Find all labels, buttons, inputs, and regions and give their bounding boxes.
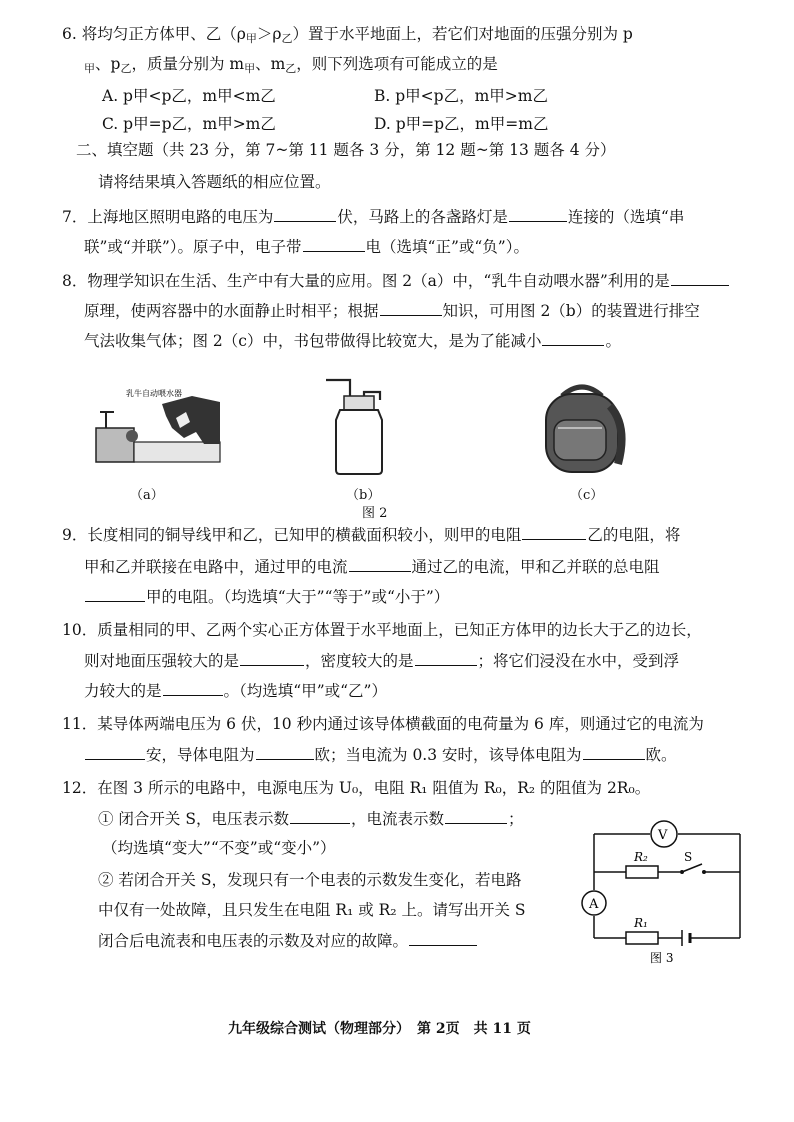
q11-line2: [84, 744, 677, 765]
q6-option-b: B. p甲<p乙，m甲>m乙: [374, 87, 548, 105]
answer-blank[interactable]: [409, 930, 477, 946]
figure-2-title: 图 2: [362, 506, 388, 521]
q6-text: 将均匀正方体甲、乙（ρ: [81, 25, 246, 43]
answer-blank[interactable]: [445, 808, 507, 824]
q6-line1: [62, 24, 633, 49]
backpack-pocket: [554, 420, 606, 460]
q10-text: 则对地面压强较大的是: [84, 652, 240, 670]
section-instruction: 请将结果填入答题纸的相应位置。: [98, 173, 331, 191]
answer-blank[interactable]: [163, 680, 223, 696]
backpack-figure: [532, 376, 632, 476]
figure-label: 乳牛自动喂水器: [126, 389, 182, 398]
q6-option-c: C. p甲=p乙，m甲>m乙: [102, 115, 276, 133]
answer-blank[interactable]: [415, 650, 477, 666]
ammeter-label: A: [589, 897, 599, 912]
switch-label: S: [684, 850, 693, 864]
answer-blank[interactable]: [85, 744, 145, 760]
float-ball: [126, 430, 138, 442]
q8-text: 。: [605, 332, 621, 350]
circuit-diagram: [578, 818, 748, 964]
q9-text: 长度相同的铜导线甲和乙，已知甲的横截面积较小，则甲的电阻: [87, 526, 522, 544]
q7-text: 上海地区照明电路的电压为: [87, 208, 274, 226]
q7-text: 电（选填“正”或“负”）。: [365, 238, 529, 256]
q12-number: 12．: [62, 779, 98, 797]
sub-jia: 甲: [245, 32, 257, 45]
q7-text: 联”或“并联”）。原子中，电子带: [84, 238, 302, 256]
q12-text: ，电流表示数: [350, 810, 444, 828]
q10-line2: [84, 650, 679, 671]
q9-line1: [62, 524, 680, 545]
answer-blank[interactable]: [303, 236, 365, 252]
q12-text: ；: [508, 810, 524, 828]
answer-blank[interactable]: [274, 206, 336, 222]
figure-3-title: 图 3: [650, 951, 674, 964]
q7-line2: [84, 236, 529, 257]
trough: [134, 442, 220, 462]
resistor-r1: [626, 932, 658, 944]
q8-line2: [84, 300, 700, 321]
q8-line1: [62, 270, 730, 291]
q8-number: 8．: [62, 272, 88, 290]
q10-line1: [62, 620, 702, 640]
answer-blank[interactable]: [509, 206, 567, 222]
q6-text: ，则下列选项有可能成立的是: [296, 55, 498, 73]
q11-line1: [62, 714, 704, 734]
q12-part2-line2: 中仅有一处故障，且只发生在电阻 R₁ 或 R₂ 上。请写出开关 S: [98, 901, 526, 919]
q6-option-a: A. p甲<p乙，m甲<m乙: [102, 87, 276, 105]
voltmeter-label: V: [658, 828, 668, 843]
q6-text: 、m: [255, 55, 286, 73]
q7-text: 连接的（选填“串: [567, 208, 685, 226]
q7-text: 伏，马路上的各盏路灯是: [337, 208, 508, 226]
q9-text: 乙的电阻，将: [587, 526, 681, 544]
section-title: 二、填空题（共 23 分，第 7~第 11 题各 3 分，第 12 题~第 13 题各 4 分）: [76, 141, 616, 159]
q12-line1: [62, 778, 650, 798]
resistor-r2: [626, 866, 658, 878]
answer-blank[interactable]: [522, 524, 586, 540]
q11-text: 安，导体电阻为: [146, 746, 255, 764]
q10-line3: [84, 680, 387, 701]
sub-jia: 甲: [84, 62, 95, 75]
switch-icon: [682, 864, 702, 872]
gas-bottle-figure: [316, 370, 398, 476]
q11-text: 欧；当电流为 0.3 安时，该导体电阻为: [314, 746, 582, 764]
q8-text: 物理学知识在生活、生产中有大量的应用。图 2（a）中，“乳牛自动喂水器”利用的是: [87, 272, 670, 290]
q9-number: 9．: [62, 526, 88, 544]
answer-blank[interactable]: [671, 270, 729, 286]
q8-line3: [84, 330, 621, 351]
q9-text: 通过乙的电流，甲和乙并联的总电阻: [411, 558, 660, 576]
q12-text: ① 闭合开关 S，电压表示数: [98, 810, 289, 828]
q12-part1: [98, 808, 524, 829]
q7-line1: [62, 206, 684, 227]
q12-part2-line1: ② 若闭合开关 S，发现只有一个电表的示数发生变化，若电路: [98, 871, 522, 889]
answer-blank[interactable]: [583, 744, 645, 760]
q10-text: 力较大的是: [84, 682, 162, 700]
sub-yi: 乙: [285, 62, 297, 75]
cow-feeder-figure: [92, 382, 224, 468]
answer-blank[interactable]: [380, 300, 442, 316]
q12-text: 在图 3 所示的电路中，电源电压为 U₀，电阻 R₁ 阻值为 R₀，R₂ 的阻值为 2R₀。: [97, 779, 651, 797]
q6-text: ＞ρ: [256, 25, 282, 43]
q11-text: 某导体两端电压为 6 伏，10 秒内通过该导体横截面的电荷量为 6 库，则通过它的电流为: [97, 715, 704, 733]
sub-yi: 乙: [120, 62, 132, 75]
answer-blank[interactable]: [542, 330, 604, 346]
q12-text: 闭合后电流表和电压表的示数及对应的故障。: [98, 932, 409, 950]
r1-label: R₁: [634, 916, 648, 930]
r2-label: R₂: [634, 850, 648, 864]
q8-text: 知识，可用图 2（b）的装置进行排空: [442, 302, 700, 320]
q7-number: 7．: [62, 208, 88, 226]
answer-blank[interactable]: [85, 586, 145, 602]
q10-text: ；将它们浸没在水中，受到浮: [477, 652, 680, 670]
q10-text: ，密度较大的是: [305, 652, 414, 670]
q9-text: 甲和乙并联接在电路中，通过甲的电流: [84, 558, 348, 576]
answer-blank[interactable]: [240, 650, 304, 666]
q10-text: 质量相同的甲、乙两个实心正方体置于水平地面上，已知正方体甲的边长大于乙的边长，: [97, 621, 702, 639]
answer-blank[interactable]: [256, 744, 314, 760]
sub-yi: 乙: [281, 32, 293, 45]
q6-text: ）置于水平地面上，若它们对地面的压强分别为 p: [292, 25, 633, 43]
q12-part1-note: （均选填“变大”“不变”或“变小”）: [102, 839, 336, 857]
q8-text: 气法收集气体；图 2（c）中，书包带做得比较宽大，是为了能减小: [84, 332, 542, 350]
q11-text: 欧。: [645, 746, 677, 764]
answer-blank[interactable]: [290, 808, 350, 824]
figure-caption-c: （c）: [570, 488, 604, 503]
q6-text: 、p: [95, 55, 121, 73]
q6-text: ，质量分别为 m: [131, 55, 245, 73]
cow: [162, 396, 220, 444]
sub-jia: 甲: [244, 62, 256, 75]
q6-line2: [84, 54, 498, 79]
page-footer: 九年级综合测试（物理部分） 第 2页 共 11 页: [228, 1021, 531, 1037]
q9-line2: [84, 556, 660, 577]
q8-text: 原理，使两容器中的水面静止时相平；根据: [84, 302, 379, 320]
q6-number: 6.: [62, 25, 77, 43]
q11-number: 11．: [62, 715, 98, 733]
q9-text: 甲的电阻。（均选填“大于”“等于”或“小于”）: [146, 588, 450, 606]
q9-line3: [84, 586, 449, 607]
q10-number: 10．: [62, 621, 98, 639]
bottle: [336, 410, 382, 474]
figure-caption-a: （a）: [130, 488, 164, 503]
q10-text: 。（均选填“甲”或“乙”）: [223, 682, 387, 700]
q12-part2-line3: [98, 930, 478, 951]
stopper: [344, 396, 374, 410]
q6-option-d: D. p甲=p乙，m甲=m乙: [374, 115, 549, 133]
figure-caption-b: （b）: [346, 488, 381, 503]
answer-blank[interactable]: [349, 556, 411, 572]
